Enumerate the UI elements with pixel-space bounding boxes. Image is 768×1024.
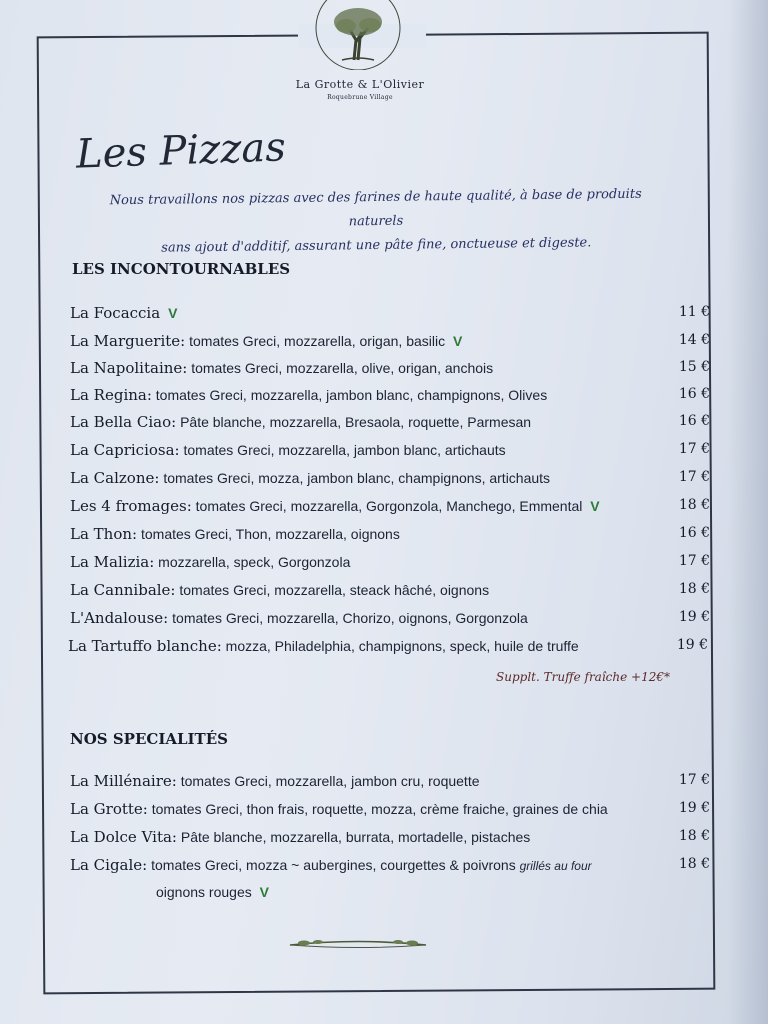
item-price: 17 € — [678, 441, 710, 457]
item-price: 19 € — [676, 637, 708, 653]
item-description: tomates Greci, mozzarella, origan, basilic — [189, 333, 446, 349]
item-name: La Regina: — [70, 386, 152, 404]
menu-item — [70, 856, 710, 880]
restaurant-location: Roquebrune Village — [327, 94, 393, 101]
item-price: 16 € — [678, 525, 710, 541]
menu-item — [70, 609, 710, 633]
item-description: tomates Greci, mozzarella, jambon blanc, artichauts — [183, 442, 506, 458]
vegetarian-icon: V — [259, 884, 269, 900]
item-price: 17 € — [678, 553, 710, 569]
menu-item — [70, 386, 710, 410]
item-description: tomates Greci, thon frais, roquette, mozza, crème fraiche, graines de chia — [151, 801, 608, 817]
item-price: 19 € — [678, 609, 710, 625]
item-name: La Thon: — [70, 525, 138, 543]
section-incontournables-heading: LES INCONTOURNABLES — [72, 260, 291, 278]
item-name: La Cannibale: — [70, 581, 176, 599]
menu-item — [70, 332, 710, 356]
item-description: mozzarella, speck, Gorgonzola — [158, 554, 351, 570]
menu-item — [70, 497, 710, 521]
item-description: tomates Greci, mozzarella, Chorizo, oignons, Gorgonzola — [172, 610, 528, 626]
page-edge-shadow — [728, 0, 768, 1024]
leaf-ornament-icon — [284, 934, 432, 956]
item-price: 18 € — [678, 497, 710, 513]
item-name: La Grotte: — [70, 800, 148, 818]
item-name: La Dolce Vita: — [70, 828, 177, 846]
item-description: tomates Greci, mozzarella, olive, origan, anchois — [191, 360, 494, 376]
item-price: 18 € — [678, 581, 710, 597]
item-description: tomates Greci, mozzarella, steack hâché, oignons — [179, 582, 490, 598]
item-description: tomates Greci, mozzarella, jambon blanc, champignons, Olives — [155, 387, 548, 403]
item-description: tomates Greci, mozza ~ aubergines, courgettes & poivrons — [151, 857, 516, 873]
item-description-cont-text: oignons rouges — [156, 884, 252, 900]
item-description: tomates Greci, mozzarella, jambon cru, roquette — [180, 773, 480, 789]
item-description: tomates Greci, Thon, mozzarella, oignons — [140, 526, 400, 542]
menu-title: Les Pizzas — [75, 124, 287, 178]
item-name: La Millénaire: — [70, 772, 177, 790]
menu-item — [70, 359, 710, 383]
item-description-italic: grillés au four — [519, 859, 592, 873]
item-name: La Tartuffo blanche: — [68, 637, 222, 655]
olive-tree-logo-icon — [312, 0, 404, 70]
item-description: Pâte blanche, mozzarella, burrata, mortadelle, pistaches — [180, 829, 531, 845]
item-name: Les 4 fromages: — [70, 497, 192, 515]
menu-item — [70, 553, 710, 577]
section-specialites-heading: NOS SPECIALITÉS — [70, 730, 228, 748]
item-price: 18 € — [678, 856, 710, 872]
item-description: tomates Greci, mozzarella, Gorgonzola, Manchego, Emmental — [195, 498, 583, 514]
item-price: 11 € — [678, 304, 710, 320]
item-price: 17 € — [678, 469, 710, 485]
menu-item — [68, 637, 708, 661]
menu-item — [70, 413, 710, 437]
intro-line-2: sans ajout d'additif, assurant une pâte fine, onctueuse et digeste. — [161, 235, 592, 256]
menu-item — [70, 772, 710, 796]
item-name: L'Andalouse: — [70, 609, 169, 627]
restaurant-name: La Grotte & L'Olivier — [295, 78, 425, 91]
item-description-continued — [156, 884, 269, 900]
item-name: La Bella Ciao: — [70, 413, 177, 431]
menu-item — [70, 441, 710, 465]
item-name: La Capriciosa: — [70, 441, 180, 459]
item-price: 18 € — [678, 828, 710, 844]
item-price: 19 € — [678, 800, 710, 816]
item-description: Pâte blanche, mozzarella, Bresaola, roquette, Parmesan — [180, 414, 532, 430]
item-price: 16 € — [678, 413, 710, 429]
item-price: 16 € — [678, 386, 710, 402]
item-price: 15 € — [678, 359, 710, 375]
menu-item — [70, 525, 710, 549]
menu-item — [70, 800, 710, 824]
item-price: 17 € — [678, 772, 710, 788]
item-name: La Calzone: — [70, 469, 160, 487]
truffle-supplement-note: Supplt. Truffe fraîche +12€* — [496, 670, 670, 684]
menu-item — [70, 469, 710, 493]
item-price: 14 € — [678, 332, 710, 348]
item-name: La Marguerite: — [70, 332, 186, 350]
vegetarian-icon: V — [590, 498, 600, 514]
vegetarian-icon: V — [168, 305, 178, 321]
item-name: La Napolitaine: — [70, 359, 188, 377]
menu-item — [70, 581, 710, 605]
item-name: La Focaccia — [70, 304, 161, 322]
item-description: tomates Greci, mozza, jambon blanc, champignons, artichauts — [163, 470, 551, 486]
intro-text — [86, 182, 667, 261]
vegetarian-icon: V — [453, 333, 463, 349]
menu-item — [70, 828, 710, 852]
item-description: mozza, Philadelphia, champignons, speck, huile de truffe — [225, 638, 579, 654]
item-name: La Cigale: — [70, 856, 148, 874]
item-name: La Malizia: — [70, 553, 155, 571]
intro-line-1: Nous travaillons nos pizzas avec des farines de haute qualité, à base de produits naturels — [109, 186, 642, 230]
menu-item — [70, 304, 710, 328]
